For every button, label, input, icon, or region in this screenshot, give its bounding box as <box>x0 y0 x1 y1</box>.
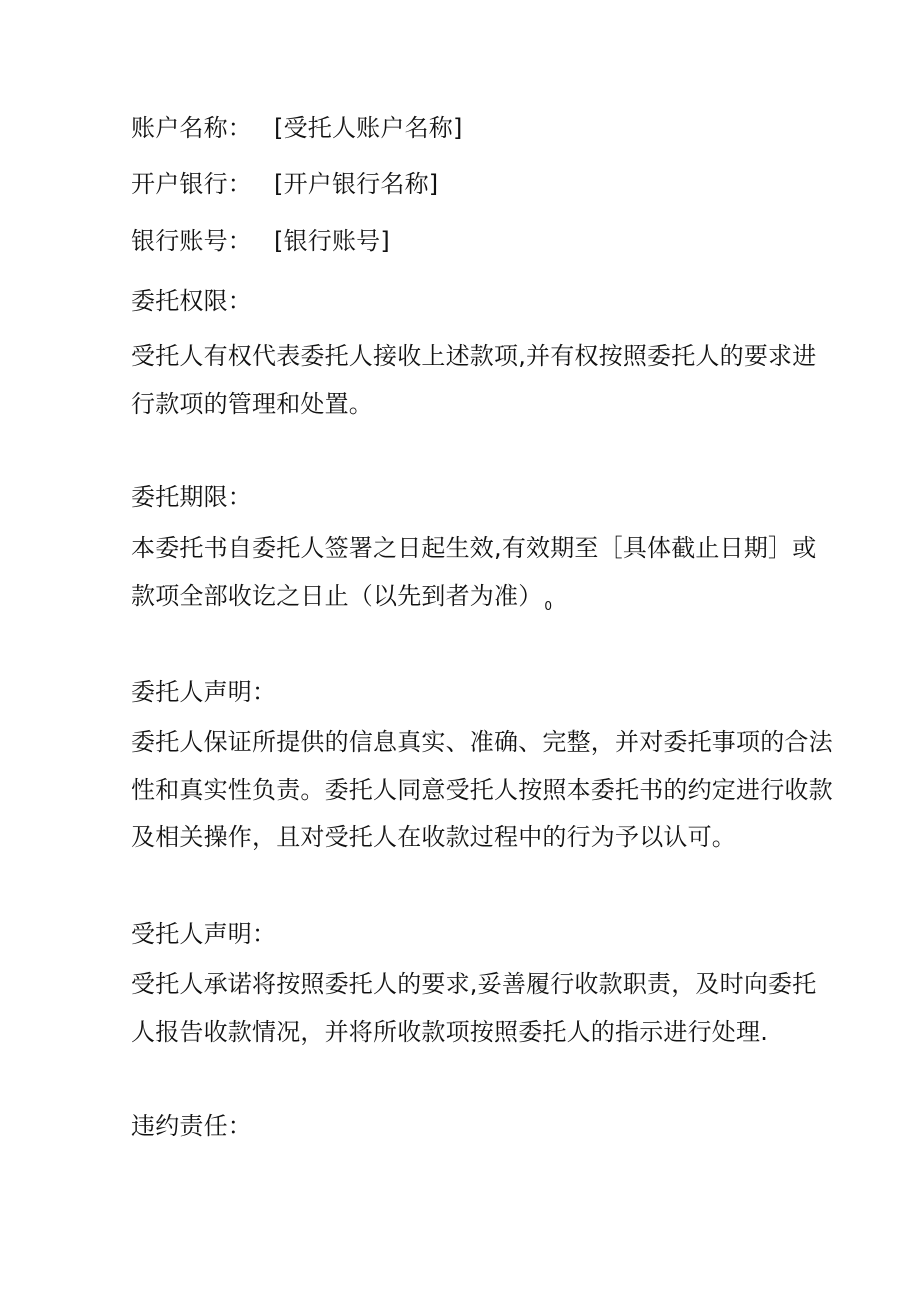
term-line-2-text: 款项全部收讫之日止（以先到者为准） <box>131 582 543 610</box>
bank-label: 开户银行： <box>131 170 252 198</box>
agent-statement-heading: 受托人声明： <box>131 920 277 948</box>
term-line-1: 本委托书自委托人签署之日起生效,有效期至［具体截止日期］或 <box>131 534 817 562</box>
principal-statement-heading: 委托人声明： <box>131 678 277 706</box>
account-name-label: 账户名称： <box>131 114 252 142</box>
term-line-2 <box>131 580 552 622</box>
bank-value: [开户银行名称] <box>274 170 439 198</box>
bank-row <box>131 168 438 200</box>
account-name-row <box>131 112 463 144</box>
account-number-label: 银行账号： <box>131 227 252 255</box>
term-trailing-mark: 0 <box>544 599 553 613</box>
liability-heading: 违约责任： <box>131 1112 252 1140</box>
principal-statement-line-1: 委托人保证所提供的信息真实、准确、完整，并对委托事项的合法 <box>131 728 833 756</box>
authority-heading: 委托权限： <box>131 287 252 315</box>
principal-statement-line-3: 及相关操作，且对受托人在收款过程中的行为予以认可。 <box>131 823 736 851</box>
agent-statement-line-1: 受托人承诺将按照委托人的要求,妥善履行收款职责，及时向委托 <box>131 970 817 998</box>
term-heading: 委托期限： <box>131 483 252 511</box>
account-name-value: [受托人账户名称] <box>274 114 463 142</box>
authority-line-1: 受托人有权代表委托人接收上述款项,并有权按照委托人的要求进 <box>131 342 817 370</box>
account-number-value: [银行账号] <box>274 227 390 255</box>
authority-line-2: 行款项的管理和处置。 <box>131 390 373 418</box>
principal-statement-line-2: 性和真实性负责。委托人同意受托人按照本委托书的约定进行收款 <box>131 776 833 804</box>
agent-statement-line-2: 人报告收款情况，并将所收款项按照委托人的指示进行处理. <box>131 1018 769 1046</box>
account-number-row <box>131 225 390 257</box>
